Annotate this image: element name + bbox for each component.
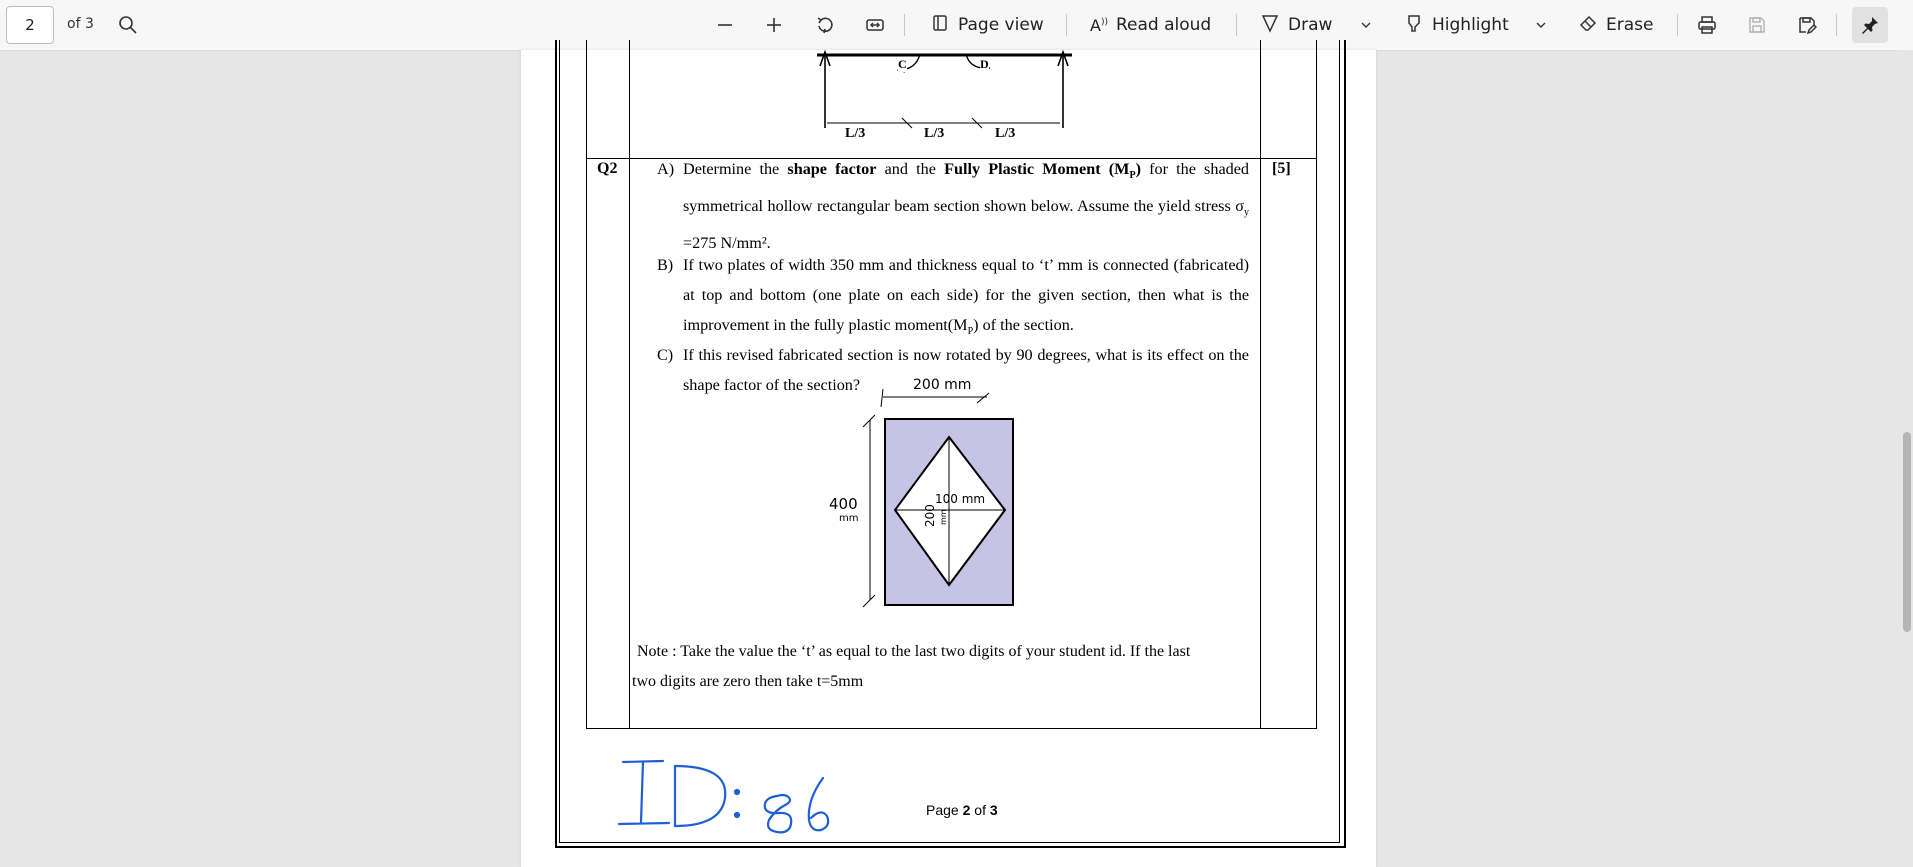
- toolbar-separator: [1677, 14, 1678, 36]
- page-view-label: Page view: [958, 15, 1044, 35]
- figure-width-label: 200 mm: [913, 377, 972, 393]
- page-footer: [926, 802, 998, 818]
- part-c-line: If this revised fabricated section is now rotated by 90 degrees, what is its effect on: [683, 346, 1225, 364]
- draw-options-chevron-down-icon[interactable]: [1360, 10, 1372, 40]
- read-aloud-button[interactable]: [1090, 10, 1211, 40]
- plus-icon[interactable]: [759, 10, 789, 40]
- footer-total-pages: 3: [989, 802, 998, 818]
- fit-width-icon[interactable]: [860, 10, 890, 40]
- scrollbar-thumb[interactable]: [1903, 432, 1911, 632]
- question-table: [586, 40, 1317, 729]
- beam-point-c-label: C: [898, 57, 907, 71]
- erase-button[interactable]: [1578, 10, 1653, 40]
- toolbar-separator: [1836, 14, 1837, 36]
- page-count-label: of 3: [67, 16, 94, 32]
- part-b-line: (fabricated) at top and bottom (one plate on each side) for the given section, then: [683, 256, 1249, 304]
- part-a-text: Determine the: [683, 160, 788, 178]
- highlight-label: Highlight: [1432, 15, 1509, 35]
- page-view-button[interactable]: [930, 10, 1044, 40]
- beam-span-label: L/3: [992, 126, 1018, 142]
- question-part-a: [657, 154, 1249, 258]
- page-number-input[interactable]: 2: [6, 6, 54, 44]
- note-line: two digits are zero then take t=5mm: [632, 673, 864, 690]
- figure-height-label: 400: [829, 495, 858, 513]
- toolbar-separator: [1066, 14, 1067, 36]
- figure-height-unit: mm: [839, 513, 859, 524]
- part-a-bold-moment: [944, 160, 1141, 182]
- print-icon[interactable]: [1692, 10, 1722, 40]
- beam-span-label: L/3: [842, 126, 868, 142]
- beam-point-d-label: D: [980, 57, 989, 71]
- pdf-page: [521, 50, 1376, 867]
- minus-icon[interactable]: [710, 10, 740, 40]
- part-b-line: If two plates of width 350 mm and thickness equal to ‘t’ mm is connected: [683, 256, 1169, 274]
- part-a-sigma-subscript: y: [1244, 207, 1249, 219]
- rotate-icon[interactable]: [810, 10, 840, 40]
- footer-text: Page: [926, 802, 963, 818]
- search-icon[interactable]: [113, 10, 143, 40]
- table-column-divider: [629, 40, 630, 728]
- figure-inner-height-label: 200: [923, 504, 937, 527]
- part-b-subscript: P: [967, 326, 974, 338]
- part-a-bold-moment-end: ): [1135, 160, 1141, 178]
- part-a-text: and the: [876, 160, 945, 178]
- handwritten-student-id: [601, 740, 861, 840]
- draw-icon: [1260, 13, 1280, 38]
- question-number: Q2: [597, 160, 618, 177]
- highlight-button[interactable]: [1404, 10, 1509, 40]
- part-a-prefix: A): [657, 160, 675, 178]
- question-marks: [5]: [1272, 160, 1291, 177]
- part-b-line: ) of the section.: [973, 316, 1074, 334]
- draw-button[interactable]: [1260, 10, 1332, 40]
- part-a-text: =275 N/mm².: [683, 234, 771, 253]
- highlight-options-chevron-down-icon[interactable]: [1535, 10, 1547, 40]
- part-b-prefix: B): [657, 256, 674, 274]
- part-c-line: the shape factor of the section?: [683, 346, 1249, 394]
- note-line: Note : Take the value the ‘t’ as equal to the last two digits of your student id. If the last: [637, 643, 1191, 660]
- table-column-divider: [1260, 40, 1261, 728]
- toolbar-separator: [1236, 14, 1237, 36]
- read-aloud-label: Read aloud: [1115, 15, 1212, 35]
- question-note: [632, 637, 1255, 697]
- beam-span-label: L/3: [921, 126, 947, 142]
- draw-label: Draw: [1288, 15, 1333, 35]
- question-part-b: [657, 250, 1249, 347]
- section-figure: [827, 375, 1057, 625]
- figure-inner-width-label: 100 mm: [935, 492, 986, 506]
- part-a-text: for the shaded symmetrical hollow rectangular beam section shown below. Assume the yield stress σ: [683, 160, 1249, 216]
- part-a-bold-moment-text: Fully Plastic Moment (M: [944, 160, 1130, 178]
- toolbar-separator: [904, 14, 905, 36]
- save-icon[interactable]: [1742, 10, 1772, 40]
- read-aloud-icon: A)): [1090, 15, 1108, 35]
- footer-text: of: [970, 802, 990, 818]
- pin-icon[interactable]: [1852, 7, 1888, 43]
- save-as-icon[interactable]: [1792, 10, 1822, 40]
- part-a-subscript: P: [1129, 170, 1136, 182]
- part-a-bold-shape-factor: shape factor: [787, 160, 877, 178]
- footer-current-page: 2: [962, 802, 971, 818]
- vertical-scrollbar[interactable]: [1898, 50, 1913, 867]
- highlight-icon: [1404, 13, 1424, 38]
- erase-label: Erase: [1606, 15, 1654, 35]
- part-b-line: what is the improvement in the fully plastic moment(M: [683, 286, 1249, 334]
- figure-inner-height-unit: mm: [939, 509, 948, 525]
- part-c-prefix: C): [657, 346, 674, 364]
- page-view-icon: [930, 13, 950, 38]
- eraser-icon: [1578, 13, 1598, 38]
